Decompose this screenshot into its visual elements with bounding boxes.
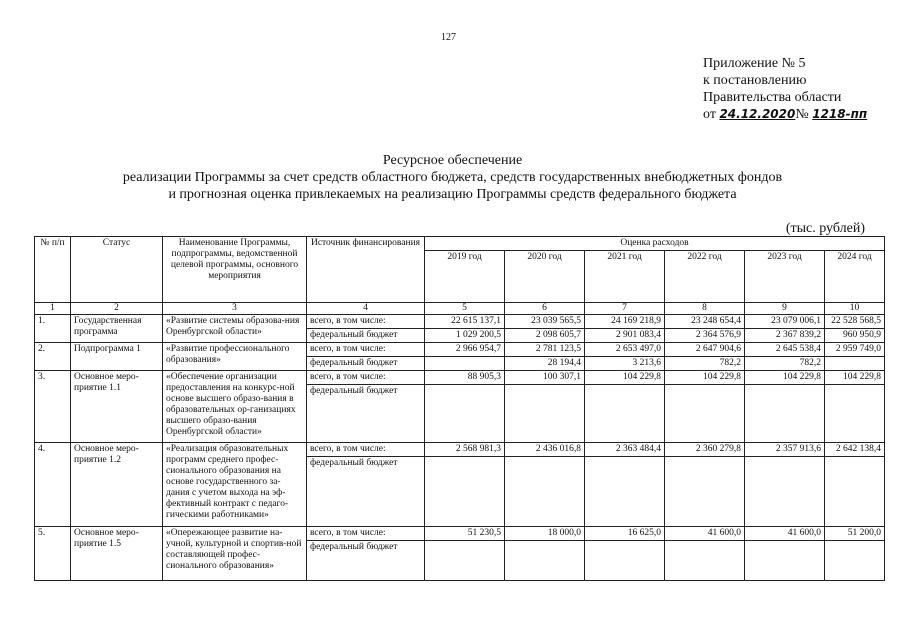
amount-cell [585, 385, 665, 443]
amount-cell: 2 645 538,4 [745, 343, 825, 357]
amount-cell: 100 307,1 [505, 371, 585, 385]
amount-cell: 782,2 [665, 357, 745, 371]
amount-cell: 1 029 200,5 [425, 329, 505, 343]
amount-cell: 2 367 839,2 [745, 329, 825, 343]
amount-cell: 104 229,8 [825, 371, 885, 385]
amount-cell: 18 000,0 [505, 527, 585, 541]
amount-cell: 51 230,5 [425, 527, 505, 541]
amount-cell [665, 385, 745, 443]
amount-cell: 104 229,8 [585, 371, 665, 385]
appendix-line2: к постановлению [703, 73, 807, 88]
row-number: 4. [35, 443, 71, 527]
amount-cell: 782,2 [745, 357, 825, 371]
amount-cell: 22 615 137,1 [425, 315, 505, 329]
amount-cell: 3 213,6 [585, 357, 665, 371]
appendix-line3: Правительства области [703, 90, 842, 105]
title-line1: Ресурсное обеспечение [382, 153, 523, 168]
header-source: Источник финансирования [307, 237, 425, 303]
column-index: 4 [307, 303, 425, 315]
funding-source: федеральный бюджет [307, 541, 425, 581]
amount-cell [825, 541, 885, 581]
header-name: Наименование Программы, подпрограммы, ведомственной целевой программы, основного мероприятия [163, 237, 307, 303]
amount-cell [825, 385, 885, 443]
row-number: 2. [35, 343, 71, 371]
column-index: 1 [35, 303, 71, 315]
funding-source: всего, в том числе: [307, 315, 425, 329]
amount-cell: 28 194,4 [505, 357, 585, 371]
amount-cell: 23 039 565,5 [505, 315, 585, 329]
column-index: 6 [505, 303, 585, 315]
decree-date: 24.12.2020 [719, 107, 796, 121]
amount-cell: 2 568 981,3 [425, 443, 505, 457]
header-year: 2019 год [425, 251, 505, 303]
amount-cell: 2 959 749,0 [825, 343, 885, 357]
amount-cell: 2 098 605,7 [505, 329, 585, 343]
amount-cell: 22 528 568,5 [825, 315, 885, 329]
amount-cell: 2 647 904,6 [665, 343, 745, 357]
table-row [35, 315, 885, 329]
column-index: 8 [665, 303, 745, 315]
amount-cell [505, 457, 585, 527]
amount-cell [745, 541, 825, 581]
header-year: 2022 год [665, 251, 745, 303]
row-name: «Опережающее развитие на-учной, культурной и спортив-ной составляющей профес-сионального образования» [163, 527, 307, 581]
column-index: 3 [163, 303, 307, 315]
amount-cell [425, 357, 505, 371]
amount-cell: 104 229,8 [665, 371, 745, 385]
column-index: 5 [425, 303, 505, 315]
column-index: 7 [585, 303, 665, 315]
amount-cell: 24 169 218,9 [585, 315, 665, 329]
amount-cell: 2 364 576,9 [665, 329, 745, 343]
amount-cell: 23 248 654,4 [665, 315, 745, 329]
header-year: 2021 год [585, 251, 665, 303]
amount-cell: 2 966 954,7 [425, 343, 505, 357]
funding-source: федеральный бюджет [307, 457, 425, 527]
funding-source: федеральный бюджет [307, 329, 425, 343]
row-name: «Развитие системы образова-ния Оренбургской области» [163, 315, 307, 343]
amount-cell: 2 360 279,8 [665, 443, 745, 457]
appendix-block [703, 55, 867, 123]
amount-cell: 16 625,0 [585, 527, 665, 541]
table-row [35, 527, 885, 541]
column-index-row [35, 303, 885, 315]
column-index: 2 [71, 303, 163, 315]
page-number: 127 [441, 32, 456, 43]
amount-cell [745, 385, 825, 443]
amount-cell: 88 905,3 [425, 371, 505, 385]
header-year: 2024 год [825, 251, 885, 303]
amount-cell: 2 642 138,4 [825, 443, 885, 457]
title-line3: и прогнозная оценка привлекаемых на реализацию Программы средств федерального бюджета [168, 187, 737, 202]
amount-cell: 41 600,0 [745, 527, 825, 541]
table-row [35, 371, 885, 385]
amount-cell [425, 385, 505, 443]
row-number: 1. [35, 315, 71, 343]
row-name: «Обеспечение организации предоставления на конкурс-ной основе высшего образо-вания в образовательных ор-ганизациях высшего образо-вания Оренбургской области» [163, 371, 307, 443]
amount-cell: 23 079 006,1 [745, 315, 825, 329]
amount-cell [665, 457, 745, 527]
amount-cell: 51 200,0 [825, 527, 885, 541]
funding-source: всего, в том числе: [307, 371, 425, 385]
amount-cell [745, 457, 825, 527]
funding-source: всего, в том числе: [307, 443, 425, 457]
decree-number: 1218-пп [812, 107, 868, 121]
amount-cell [425, 541, 505, 581]
row-status: Основное меро-приятие 1.5 [71, 527, 163, 581]
appendix-line1: Приложение № 5 [703, 56, 806, 71]
header-estimate: Оценка расходов [425, 237, 885, 251]
amount-cell [505, 385, 585, 443]
amount-cell: 2 653 497,0 [585, 343, 665, 357]
amount-cell: 41 600,0 [665, 527, 745, 541]
row-status: Основное меро-приятие 1.2 [71, 443, 163, 527]
row-status: Основное меро-приятие 1.1 [71, 371, 163, 443]
amount-cell: 104 229,8 [745, 371, 825, 385]
funding-source: федеральный бюджет [307, 385, 425, 443]
units-label: (тыс. рублей) [785, 221, 865, 236]
table-row [35, 343, 885, 357]
funding-source: федеральный бюджет [307, 357, 425, 371]
header-year: 2023 год [745, 251, 825, 303]
row-status: Государственная программа [71, 315, 163, 343]
amount-cell: 2 901 083,4 [585, 329, 665, 343]
amount-cell [505, 541, 585, 581]
amount-cell: 2 363 484,4 [585, 443, 665, 457]
header-status: Статус [71, 237, 163, 303]
row-number: 3. [35, 371, 71, 443]
amount-cell: 2 436 016,8 [505, 443, 585, 457]
header-year: 2020 год [505, 251, 585, 303]
title-line2: реализации Программы за счет средств областного бюджета, средств государственных внебюджетных фондов [122, 170, 783, 185]
amount-cell: 960 950,9 [825, 329, 885, 343]
amount-cell: 2 357 913,6 [745, 443, 825, 457]
header-num: № п/п [35, 237, 71, 303]
row-name: «Развитие профессионального образования» [163, 343, 307, 371]
amount-cell [825, 457, 885, 527]
amount-cell [425, 457, 505, 527]
table-row [35, 443, 885, 457]
row-status: Подпрограмма 1 [71, 343, 163, 371]
funding-source: всего, в том числе: [307, 527, 425, 541]
amount-cell [585, 541, 665, 581]
amount-cell: 2 781 123,5 [505, 343, 585, 357]
amount-cell [825, 357, 885, 371]
appendix-line4 [703, 106, 867, 123]
row-number: 5. [35, 527, 71, 581]
column-index: 10 [825, 303, 885, 315]
resource-table [34, 236, 885, 581]
number-sign: № [795, 107, 813, 122]
amount-cell [585, 457, 665, 527]
funding-source: всего, в том числе: [307, 343, 425, 357]
row-name: «Реализация образовательных программ среднего профес-сионального образования на основе государственного за-дания с учетом выхода на эф-фективный контракт с педаго-гическими работниками» [163, 443, 307, 527]
amount-cell [665, 541, 745, 581]
appendix-prefix: от [703, 107, 720, 122]
column-index: 9 [745, 303, 825, 315]
